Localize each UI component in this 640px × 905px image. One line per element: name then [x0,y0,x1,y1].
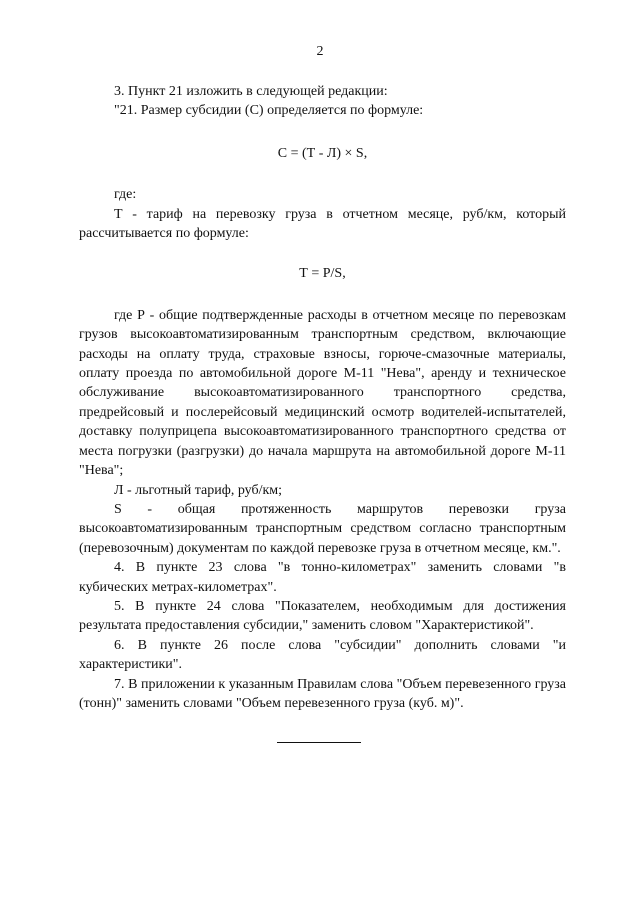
paragraph-item-6: 6. В пункте 26 после слова "субсидии" дополнить словами "и характеристики". [79,637,566,673]
paragraph-item-5: 5. В пункте 24 слова "Показателем, необходимым для достижения результата предоставления субсидии," заменить словом "Характеристикой". [79,598,566,634]
document-body [79,82,566,713]
page-number: 2 [316,44,324,59]
end-separator-line [277,742,361,743]
paragraph-expenses-definition: где Р - общие подтвержденные расходы в отчетном месяце по перевозкам грузов высокоавтоматизированным транспортным средством, включающие расходы на оплату труда, страховые взносы, горюче-смазочные материалы, оплату проезда по автомобильной дороге М-11 "Нева", аренду и техническое обслуживание высокоавтоматизированного транспортного средства, предрейсовый и послерейсовый медицинский осмотр водителей-испытателей, доставку полуприцепа высокоавтоматизированного транспортного средства от места погрузки (разгрузки) до начала маршрута на автомобильной дороге М-11 "Нева"; [79,307,566,479]
paragraph-preferential-tariff: Л - льготный тариф, руб/км; [114,482,283,498]
paragraph-item-4: 4. В пункте 23 слова "в тонно-километрах" заменить словами "в кубических метрах-километрах". [79,560,566,595]
paragraph-route-length: S - общая протяженность маршрутов перевозки груза высокоавтоматизированным транспортным средством согласно транспортным (перевозочным) документам по каждой перевозке груза в отчетном месяце, км.". [79,501,566,556]
formula-subsidy: С = (Т - Л) × S, [277,145,368,161]
paragraph-item-7: 7. В приложении к указанным Правилам слова "Объем перевезенного груза (тонн)" заменить словами "Объем перевезенного груза (куб. м)". [79,676,566,711]
formula-tariff: Т = Р/S, [299,266,346,282]
paragraph-where: где: [114,187,137,203]
paragraph-tariff-definition: Т - тариф на перевозку груза в отчетном месяце, руб/км, который рассчитывается по формуле: [79,206,566,242]
paragraph-item-3: 3. Пункт 21 изложить в следующей редакции: [114,84,388,99]
paragraph-subsidy-definition: "21. Размер субсидии (С) определяется по формуле: [114,103,424,119]
